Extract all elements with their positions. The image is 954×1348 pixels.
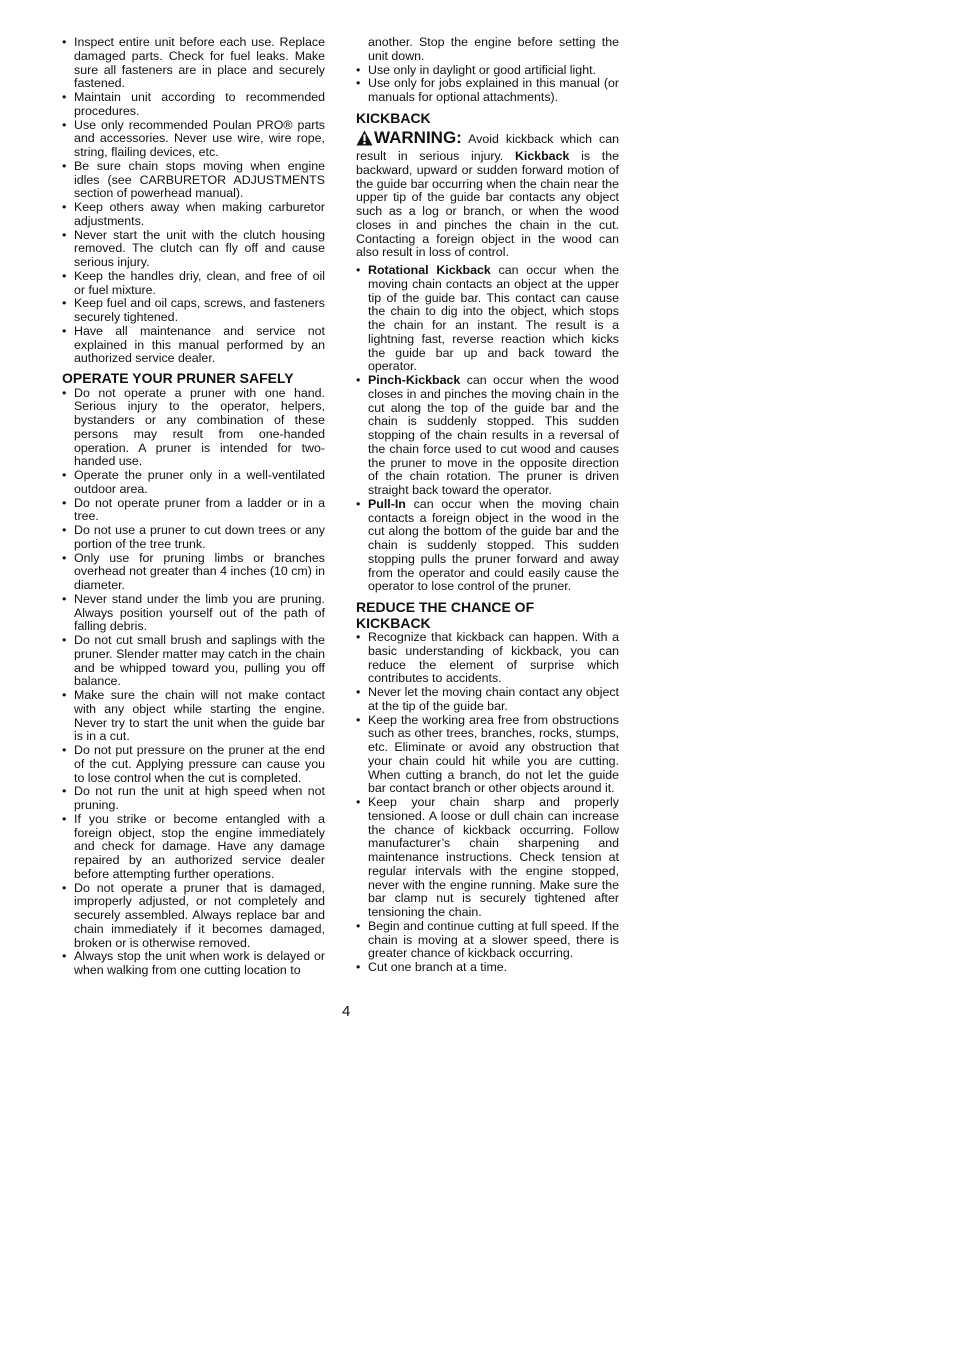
reduce-heading-line-1: REDUCE THE CHANCE OF (356, 599, 535, 615)
list-item: • Always stop the unit when work is delayed or when walking from one cutting location to (62, 950, 325, 978)
kickback-types-list (356, 264, 619, 594)
list-item: • Inspect entire unit before each use. Replace damaged parts. Check for fuel leaks. Make sure all fasteners are in place and securely fastened. (62, 36, 325, 91)
list-item (356, 498, 619, 594)
reduce-kickback-heading (356, 600, 619, 631)
term-description: can occur when the moving chain contacts an object at the upper tip of the guide bar. This contact can cause the chain to dig into the object, which stops the chain for an instant. The result is a lightning fast, reverse reaction which kicks the guide bar up and back toward the operator. (368, 263, 619, 374)
list-item: • Never start the unit with the clutch housing removed. The clutch can fly off and cause serious injury. (62, 229, 325, 270)
list-item: • Cut one branch at a time. (356, 961, 619, 975)
list-item: • Do not operate a pruner with one hand. Serious injury to the operator, helpers, bystanders or any combination of these persons may result from one-handed operation. A pruner is intended for two-handed use. (62, 387, 325, 470)
term-description: can occur when the wood closes in and pinches the moving chain in the cut along the top of the guide bar and the chain is suddenly stopped. This sudden stopping of the chain results in a reversal of the chain force used to cut wood and causes the pruner to move in the opposite direction of the chain rotation. The pruner is driven straight back toward the operator. (368, 373, 620, 497)
page-number: 4 (342, 1003, 351, 1020)
list-item: • Do not put pressure on the pruner at the end of the cut. Applying pressure can cause you to lose control when the cut is completed. (62, 744, 325, 785)
operate-list (62, 387, 325, 978)
list-item (356, 374, 619, 498)
reduce-heading-line-2: KICKBACK (356, 614, 431, 631)
list-item: • Do not run the unit at high speed when not pruning. (62, 785, 325, 813)
usage-list (356, 64, 619, 105)
list-item (356, 264, 619, 374)
list-item: • Do not use a pruner to cut down trees or any portion of the tree trunk. (62, 524, 325, 552)
term-rotational-kickback: Rotational Kickback (368, 263, 491, 277)
warning-term: Kickback (514, 149, 570, 163)
list-item: • Keep the handles driy, clean, and free of oil or fuel mixture. (62, 270, 325, 298)
list-item: • Do not operate pruner from a ladder or in a tree. (62, 497, 325, 525)
operate-heading: OPERATE YOUR PRUNER SAFELY (62, 370, 294, 386)
maintenance-list (62, 36, 325, 366)
warning-text: Avoid kickback which can result in serious injury. (356, 132, 619, 163)
kickback-heading: KICKBACK (356, 109, 431, 126)
list-item: • Use only in daylight or good artificial light. (356, 64, 619, 78)
term-pinch-kickback: Pinch-Kickback (368, 373, 461, 387)
reduce-kickback-list (356, 631, 619, 975)
list-item: • Use only recommended Poulan PRO® parts and accessories. Never use wire, wire rope, string, flailing devices, etc. (62, 119, 325, 160)
term-description: can occur when the moving chain contacts a foreign object in the wood in the cut along the bottom of the guide bar and the chain is suddenly stopped. This sudden stopping pulls the pruner forward and away from the operator and could easily cause the operator to lose control of the pruner. (368, 496, 619, 594)
warning-paragraph (356, 130, 619, 260)
list-item: • If you strike or become entangled with a foreign object, stop the engine immediately and check for damage. Have any damage repaired by an authorized service dealer before attempting further operations. (62, 813, 325, 882)
list-item: • Keep others away when making carburetor adjustments. (62, 201, 325, 229)
list-item: • Maintain unit according to recommended procedures. (62, 91, 325, 119)
list-item: • Have all maintenance and service not explained in this manual performed by an authorized service dealer. (62, 325, 325, 366)
list-item: • Use only for jobs explained in this manual (or manuals for optional attachments). (356, 77, 619, 105)
list-item: • Only use for pruning limbs or branches overhead not greater than 4 inches (10 cm) in diameter. (62, 552, 325, 593)
list-item: • Do not operate a pruner that is damaged, improperly adjusted, or not completely and securely assembled. Always replace bar and chain immediately if it becomes damaged, broken or is otherwise removed. (62, 882, 325, 951)
term-pull-in: Pull-In (368, 496, 406, 511)
left-column (62, 36, 325, 978)
list-item: • Recognize that kickback can happen. With a basic understanding of kickback, you can reduce the element of surprise which contributes to accidents. (356, 631, 619, 686)
list-item: • Never let the moving chain contact any object at the tip of the guide bar. (356, 686, 619, 714)
list-item: • Operate the pruner only in a well-ventilated outdoor area. (62, 469, 325, 497)
list-item: • Begin and continue cutting at full speed. If the chain is moving at a slower speed, there is greater chance of kickback occurring. (356, 920, 619, 961)
warning-text-continued: is the backward, upward or sudden forward motion of the guide bar occurring when the chain near the upper tip of the guide bar contacts any object such as a log or branch, or when the wood closes in and pinches the chain in the cut. Contacting a foreign object in the wood can also result in loss of control. (356, 149, 619, 260)
list-item: • Keep the working area free from obstructions such as other trees, branches, rocks, stumps, etc. Eliminate or avoid any obstruction that your chain could hit while you are cutting. When cutting a branch, do not let the guide bar contact branch or other objects around it. (356, 714, 619, 797)
warning-triangle-icon (356, 130, 373, 150)
continued-text: another. Stop the engine before setting the unit down. (368, 35, 619, 63)
list-item: • Keep fuel and oil caps, screws, and fasteners securely tightened. (62, 297, 325, 325)
list-item: • Be sure chain stops moving when engine idles (see CARBURETOR ADJUSTMENTS section of powerhead manual). (62, 160, 325, 201)
list-item: • Make sure the chain will not make contact with any object while starting the engine. Never try to start the unit when the guide bar is in a cut. (62, 689, 325, 744)
list-item: • Keep your chain sharp and properly tensioned. A loose or dull chain can increase the chance of kickback occurring. Follow manufacturer’s chain sharpening and maintenance instructions. Check tension at regular intervals with the engine stopped, never with the engine running. Make sure the bar clamp nut is securely tightened after tensioning the chain. (356, 796, 619, 920)
list-item: • Never stand under the limb you are pruning. Always position yourself out of the path of falling debris. (62, 593, 325, 634)
warning-label: WARNING: (374, 128, 462, 148)
right-column (356, 36, 619, 975)
list-item: • Do not cut small brush and saplings with the pruner. Slender matter may catch in the chain and be whipped toward you, pulling you off balance. (62, 634, 325, 689)
